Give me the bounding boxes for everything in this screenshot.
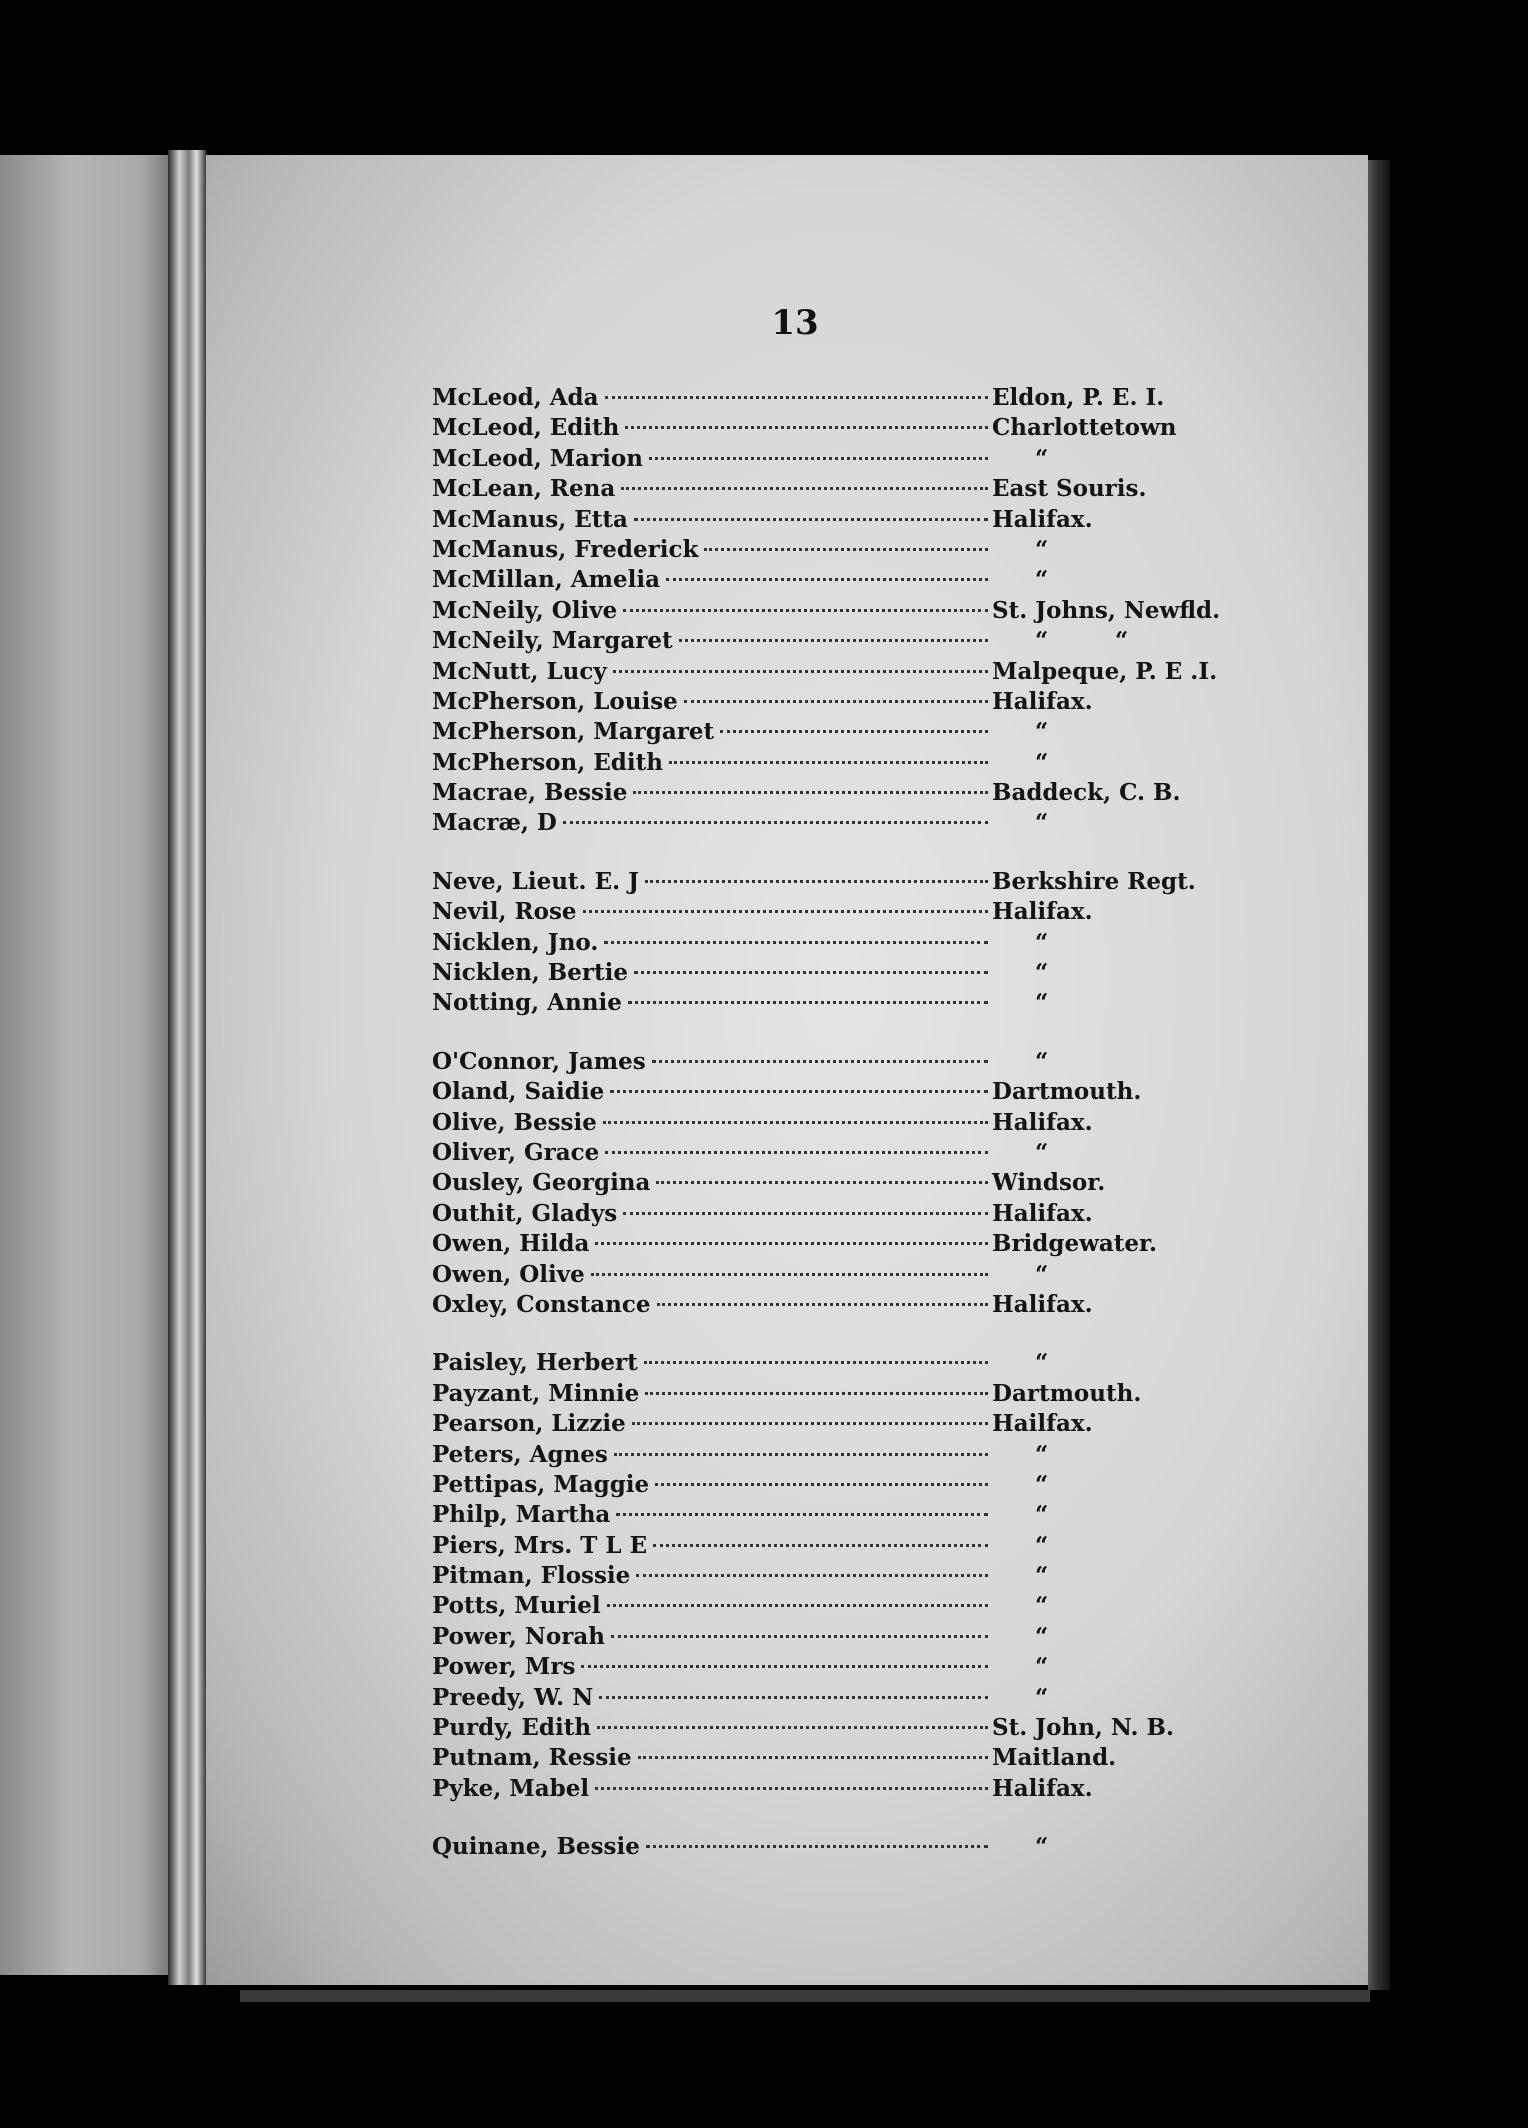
entry-place: Dartmouth. bbox=[992, 1379, 1142, 1407]
entry-name: Potts, Muriel bbox=[432, 1592, 601, 1620]
entry-name-row bbox=[432, 1047, 992, 1077]
entry-name-row bbox=[432, 444, 992, 474]
entry-name-row bbox=[432, 383, 992, 413]
list-item bbox=[432, 1199, 1232, 1229]
list-item bbox=[432, 535, 1232, 565]
entry-place: Malpeque, P. E .I. bbox=[992, 657, 1218, 685]
list-item bbox=[432, 1168, 1232, 1198]
ditto-mark: “ bbox=[1035, 566, 1049, 594]
list-item bbox=[432, 1561, 1232, 1591]
entry-name: McNutt, Lucy bbox=[432, 657, 607, 685]
entry-name-row bbox=[432, 626, 992, 656]
entry-name-row bbox=[432, 1683, 992, 1713]
entry-name-row bbox=[432, 1743, 992, 1773]
entry-name-row bbox=[432, 1168, 992, 1198]
entry-name-row bbox=[432, 1260, 992, 1290]
leader-dots bbox=[625, 426, 988, 429]
ditto-mark: “ bbox=[1115, 627, 1129, 655]
ditto-mark: “ bbox=[1035, 718, 1049, 746]
entry-name: Owen, Olive bbox=[432, 1260, 585, 1288]
entry-name: McPherson, Louise bbox=[432, 687, 678, 715]
entry-name-row bbox=[432, 1409, 992, 1439]
entry-name-row bbox=[432, 1290, 992, 1320]
ditto-mark: “ bbox=[1035, 1440, 1049, 1468]
list-item bbox=[432, 596, 1232, 626]
entry-name: Philp, Martha bbox=[432, 1501, 611, 1529]
entry-place: St. Johns, Newfld. bbox=[992, 596, 1221, 624]
list-item bbox=[432, 958, 1232, 988]
entry-name-row bbox=[432, 474, 992, 504]
entry-name-row bbox=[432, 1713, 992, 1743]
leader-dots bbox=[720, 730, 988, 733]
entry-name-row bbox=[432, 565, 992, 595]
entry-name-row bbox=[432, 1138, 992, 1168]
list-item bbox=[432, 778, 1232, 808]
leader-dots bbox=[614, 1453, 988, 1456]
entry-place: Eldon, P. E. I. bbox=[992, 384, 1165, 411]
entry-name: Owen, Hilda bbox=[432, 1230, 590, 1258]
ditto-mark: “ bbox=[1035, 748, 1049, 776]
leader-dots bbox=[621, 487, 988, 490]
entry-place: Halifax. bbox=[992, 1290, 1093, 1318]
leader-dots bbox=[638, 1756, 988, 1759]
leader-dots bbox=[645, 880, 988, 883]
leader-dots bbox=[603, 1121, 988, 1124]
leader-dots bbox=[581, 1665, 988, 1668]
entry-name-row bbox=[432, 657, 992, 687]
list-item bbox=[432, 1500, 1232, 1530]
leader-dots bbox=[623, 609, 988, 612]
ditto-mark: “ bbox=[1035, 1349, 1049, 1377]
leader-dots bbox=[644, 1361, 988, 1364]
entry-place: Dartmouth. bbox=[992, 1078, 1142, 1106]
entry-place: St. John, N. B. bbox=[992, 1714, 1174, 1742]
list-item bbox=[432, 1108, 1232, 1138]
entry-place: Windsor. bbox=[992, 1169, 1106, 1197]
list-item bbox=[432, 1440, 1232, 1470]
entry-name: Putnam, Ressie bbox=[432, 1744, 632, 1772]
bottom-page-edge bbox=[240, 1990, 1370, 2002]
list-item bbox=[432, 565, 1232, 595]
list-item bbox=[432, 717, 1232, 747]
entry-name-row bbox=[432, 717, 992, 747]
entry-name-row bbox=[432, 1591, 992, 1621]
entry-name: Oland, Saidie bbox=[432, 1078, 605, 1106]
entry-name-row bbox=[432, 413, 992, 443]
leader-dots bbox=[634, 518, 988, 521]
entry-name: Macræ, D bbox=[432, 809, 557, 837]
entry-place: Maitland. bbox=[992, 1744, 1117, 1772]
left-page-edge bbox=[0, 155, 178, 1975]
entry-name: Oliver, Grace bbox=[432, 1138, 600, 1166]
leader-dots bbox=[649, 457, 988, 460]
list-item bbox=[432, 1229, 1232, 1259]
entry-name-row bbox=[432, 1108, 992, 1138]
entry-name: McMillan, Amelia bbox=[432, 566, 660, 594]
entry-name: O'Connor, James bbox=[432, 1047, 646, 1075]
ditto-mark: “ bbox=[1035, 1470, 1049, 1498]
entry-name-row bbox=[432, 1500, 992, 1530]
leader-dots bbox=[583, 910, 988, 913]
entry-place: Bridgewater. bbox=[992, 1230, 1158, 1258]
entry-name-row bbox=[432, 1774, 992, 1804]
entry-name: Ousley, Georgina bbox=[432, 1169, 651, 1197]
entry-name: Purdy, Edith bbox=[432, 1714, 592, 1742]
entry-name-row bbox=[432, 1379, 992, 1409]
list-item bbox=[432, 474, 1232, 504]
entry-name: Nevil, Rose bbox=[432, 898, 577, 926]
entry-name: Pearson, Lizzie bbox=[432, 1410, 626, 1438]
entry-place: Halifax. bbox=[992, 1108, 1093, 1136]
leader-dots bbox=[633, 791, 988, 794]
entry-name-row bbox=[432, 988, 992, 1018]
ditto-mark: “ bbox=[1035, 1592, 1049, 1620]
leader-dots bbox=[595, 1242, 988, 1245]
entry-name: Olive, Bessie bbox=[432, 1108, 597, 1136]
leader-dots bbox=[613, 670, 988, 673]
leader-dots bbox=[611, 1635, 988, 1638]
entry-name-row bbox=[432, 596, 992, 626]
leader-dots bbox=[595, 1787, 988, 1790]
entry-name: Oxley, Constance bbox=[432, 1290, 651, 1318]
entry-place: Halifax. bbox=[992, 898, 1093, 926]
entry-name-row bbox=[432, 535, 992, 565]
entry-name: McLeod, Marion bbox=[432, 444, 643, 472]
ditto-mark: “ bbox=[1035, 1833, 1049, 1861]
ditto-mark: “ bbox=[1035, 535, 1049, 563]
list-item bbox=[432, 988, 1232, 1018]
list-item bbox=[432, 1348, 1232, 1378]
list-item bbox=[432, 1077, 1232, 1107]
entry-name: Pyke, Mabel bbox=[432, 1774, 590, 1802]
ditto-mark: “ bbox=[1035, 1562, 1049, 1590]
entry-name: McManus, Etta bbox=[432, 505, 628, 533]
list-item bbox=[432, 1047, 1232, 1077]
leader-dots bbox=[655, 1483, 988, 1486]
leader-dots bbox=[605, 1151, 988, 1154]
list-item bbox=[432, 1774, 1232, 1804]
book-spine bbox=[168, 150, 206, 1985]
list-item bbox=[432, 1832, 1232, 1862]
entry-name: McLean, Rena bbox=[432, 475, 616, 503]
entry-name: Nicklen, Jno. bbox=[432, 928, 599, 956]
entry-name: Pitman, Flossie bbox=[432, 1562, 631, 1590]
entry-name: McLeod, Edith bbox=[432, 414, 620, 442]
entry-name: Piers, Mrs. T L E bbox=[432, 1531, 648, 1559]
entry-place: Halifax. bbox=[992, 1199, 1093, 1227]
entry-name: Preedy, W. N bbox=[432, 1683, 594, 1711]
entry-name: Neve, Lieut. E. J bbox=[432, 867, 639, 895]
list-item bbox=[432, 626, 1232, 656]
ditto-mark: “ bbox=[1035, 959, 1049, 987]
entry-name-row bbox=[432, 778, 992, 808]
list-item bbox=[432, 867, 1232, 897]
entry-name-row bbox=[432, 1348, 992, 1378]
entry-name-row bbox=[432, 1077, 992, 1107]
leader-dots bbox=[657, 1303, 989, 1306]
list-item bbox=[432, 505, 1232, 535]
entry-name: Nicklen, Bertie bbox=[432, 959, 628, 987]
entry-name-row bbox=[432, 1652, 992, 1682]
leader-dots bbox=[607, 1604, 988, 1607]
leader-dots bbox=[616, 1513, 988, 1516]
entry-name: McPherson, Margaret bbox=[432, 718, 715, 746]
leader-dots bbox=[669, 761, 988, 764]
list-item bbox=[432, 1409, 1232, 1439]
ditto-mark: “ bbox=[1035, 989, 1049, 1017]
entry-name-row bbox=[432, 1531, 992, 1561]
leader-dots bbox=[597, 1726, 988, 1729]
list-item bbox=[432, 808, 1232, 838]
leader-dots bbox=[653, 1544, 988, 1547]
ditto-mark: “ bbox=[1035, 1501, 1049, 1529]
entry-name: McNeily, Margaret bbox=[432, 627, 673, 655]
leader-dots bbox=[652, 1060, 988, 1063]
list-item bbox=[432, 444, 1232, 474]
list-item bbox=[432, 1138, 1232, 1168]
list-item bbox=[432, 687, 1232, 717]
entry-place: Berkshire Regt. bbox=[992, 867, 1196, 895]
leader-dots bbox=[666, 578, 988, 581]
ditto-mark: “ bbox=[1035, 1653, 1049, 1681]
entry-name-row bbox=[432, 897, 992, 927]
list-item bbox=[432, 897, 1232, 927]
list-item bbox=[432, 657, 1232, 687]
list-item bbox=[432, 1743, 1232, 1773]
entry-name-row bbox=[432, 748, 992, 778]
list-item bbox=[432, 1683, 1232, 1713]
leader-dots bbox=[636, 1574, 988, 1577]
list-item bbox=[432, 1652, 1232, 1682]
entry-place: Halifax. bbox=[992, 505, 1093, 533]
entry-place: East Souris. bbox=[992, 475, 1147, 503]
leader-dots bbox=[684, 700, 988, 703]
list-item bbox=[432, 383, 1232, 413]
ditto-mark: “ bbox=[1035, 627, 1049, 655]
entry-name-row bbox=[432, 687, 992, 717]
leader-dots bbox=[591, 1273, 988, 1276]
entry-name-row bbox=[432, 1440, 992, 1470]
entry-name: Paisley, Herbert bbox=[432, 1349, 638, 1377]
entry-place: Halifax. bbox=[992, 1774, 1093, 1802]
list-item bbox=[432, 1531, 1232, 1561]
entry-name-row bbox=[432, 1832, 992, 1862]
leader-dots bbox=[563, 821, 988, 824]
leader-dots bbox=[646, 1845, 988, 1848]
entry-name: Payzant, Minnie bbox=[432, 1379, 640, 1407]
list-item bbox=[432, 1470, 1232, 1500]
leader-dots bbox=[628, 1001, 988, 1004]
leader-dots bbox=[634, 971, 988, 974]
list-item bbox=[432, 1379, 1232, 1409]
entry-name: Peters, Agnes bbox=[432, 1440, 608, 1468]
leader-dots bbox=[623, 1212, 988, 1215]
entry-name-row bbox=[432, 867, 992, 897]
leader-dots bbox=[604, 941, 988, 944]
ditto-mark: “ bbox=[1035, 1531, 1049, 1559]
entry-name: Power, Norah bbox=[432, 1622, 606, 1650]
list-item bbox=[432, 928, 1232, 958]
entry-name: Quinane, Bessie bbox=[432, 1833, 640, 1861]
entry-name-row bbox=[432, 1229, 992, 1259]
entry-name-row bbox=[432, 808, 992, 838]
leader-dots bbox=[605, 396, 988, 399]
list-item bbox=[432, 413, 1232, 443]
list-item bbox=[432, 1713, 1232, 1743]
entry-name: Pettipas, Maggie bbox=[432, 1470, 650, 1498]
entry-name-row bbox=[432, 958, 992, 988]
ditto-mark: “ bbox=[1035, 1260, 1049, 1288]
list-item bbox=[432, 1260, 1232, 1290]
ditto-mark: “ bbox=[1035, 1047, 1049, 1075]
right-page-edge bbox=[1368, 160, 1390, 1990]
entry-place: Halifax. bbox=[992, 687, 1093, 715]
leader-dots bbox=[645, 1392, 988, 1395]
entry-name: Notting, Annie bbox=[432, 989, 622, 1017]
leader-dots bbox=[679, 639, 988, 642]
entry-name-row bbox=[432, 1470, 992, 1500]
entry-place: Baddeck, C. B. bbox=[992, 779, 1181, 807]
leader-dots bbox=[656, 1181, 988, 1184]
directory-list bbox=[432, 383, 1232, 1863]
entry-place: Charlottetown bbox=[992, 414, 1177, 442]
ditto-mark: “ bbox=[1035, 928, 1049, 956]
leader-dots bbox=[632, 1422, 988, 1425]
entry-name: Macrae, Bessie bbox=[432, 779, 628, 807]
entry-name-row bbox=[432, 1199, 992, 1229]
entry-name-row bbox=[432, 1561, 992, 1591]
leader-dots bbox=[704, 548, 988, 551]
list-item bbox=[432, 748, 1232, 778]
ditto-mark: “ bbox=[1035, 1622, 1049, 1650]
entry-name-row bbox=[432, 928, 992, 958]
entry-name: McLeod, Ada bbox=[432, 384, 599, 411]
entry-name-row bbox=[432, 505, 992, 535]
entry-name: McPherson, Edith bbox=[432, 748, 663, 776]
entry-name-row bbox=[432, 1622, 992, 1652]
entry-name: McNeily, Olive bbox=[432, 596, 618, 624]
ditto-mark: “ bbox=[1035, 1683, 1049, 1711]
leader-dots bbox=[599, 1696, 988, 1699]
page-number: 13 bbox=[771, 303, 819, 343]
list-item bbox=[432, 1290, 1232, 1320]
entry-name: McManus, Frederick bbox=[432, 535, 699, 563]
ditto-mark: “ bbox=[1035, 1138, 1049, 1166]
entry-place: Hailfax. bbox=[992, 1410, 1093, 1438]
ditto-mark: “ bbox=[1035, 809, 1049, 837]
entry-name: Outhit, Gladys bbox=[432, 1199, 618, 1227]
leader-dots bbox=[610, 1090, 988, 1093]
entry-name: Power, Mrs bbox=[432, 1653, 576, 1681]
list-item bbox=[432, 1591, 1232, 1621]
list-item bbox=[432, 1622, 1232, 1652]
ditto-mark: “ bbox=[1035, 444, 1049, 472]
